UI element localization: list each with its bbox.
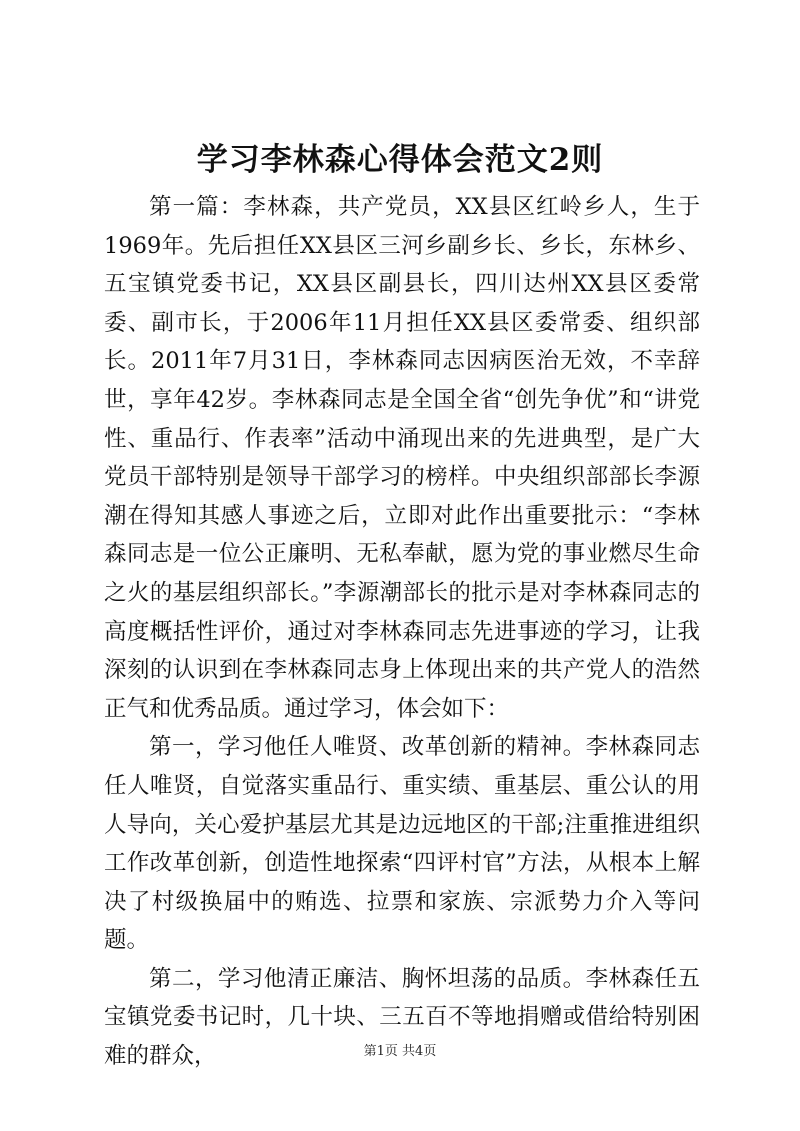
document-title: 学习李林森心得体会范文2则 bbox=[196, 142, 604, 178]
paragraph-3: 第二，学习他清正廉洁、胸怀坦荡的品质。李林森任五宝镇党委书记时，几十块、三五百不等地捐赠或借给特别困难的群众， bbox=[104, 965, 700, 1070]
page-number-footer: 第1页 共4页 bbox=[363, 1044, 437, 1059]
paragraph-2: 第一，学习他任人唯贤、改革创新的精神。李林森同志任人唯贤，自觉落实重品行、重实绩、重基层、重公认的用人导向，关心爱护基层尤其是边远地区的干部;注重推进组织工作改革创新，创造性地探索“四评村官”方法，从根本上解决了村级换届中的贿选、拉票和家族、宗派势力介入等问题。 bbox=[104, 734, 700, 954]
document-body bbox=[104, 188, 700, 1076]
paragraph-1: 第一篇：李林森，共产党员，XX县区红岭乡人，生于1969年。先后担任XX县区三河乡副乡长、乡长，东林乡、五宝镇党委书记，XX县区副县长，四川达州XX县区委常委、副市长，于2006年11月担任XX县区委常委、组织部长。2011年7月31日，李林森同志因病医治无效，不幸辞世，享年42岁。李林森同志是全国全省“创先争优”和“讲党性、重品行、作表率”活动中涌现出来的先进典型，是广大党员干部特别是领导干部学习的榜样。中央组织部部长李源潮在得知其感人事迹之后，立即对此作出重要批示：“李林森同志是一位公正廉明、无私奉献，愿为党的事业燃尽生命之火的基层组织部长。”李源潮部长的批示是对李林森同志的高度概括性评价，通过对李林森同志先进事迹的学习，让我深刻的认识到在李林森同志身上体现出来的共产党人的浩然正气和优秀品质。通过学习，体会如下： bbox=[104, 194, 700, 722]
